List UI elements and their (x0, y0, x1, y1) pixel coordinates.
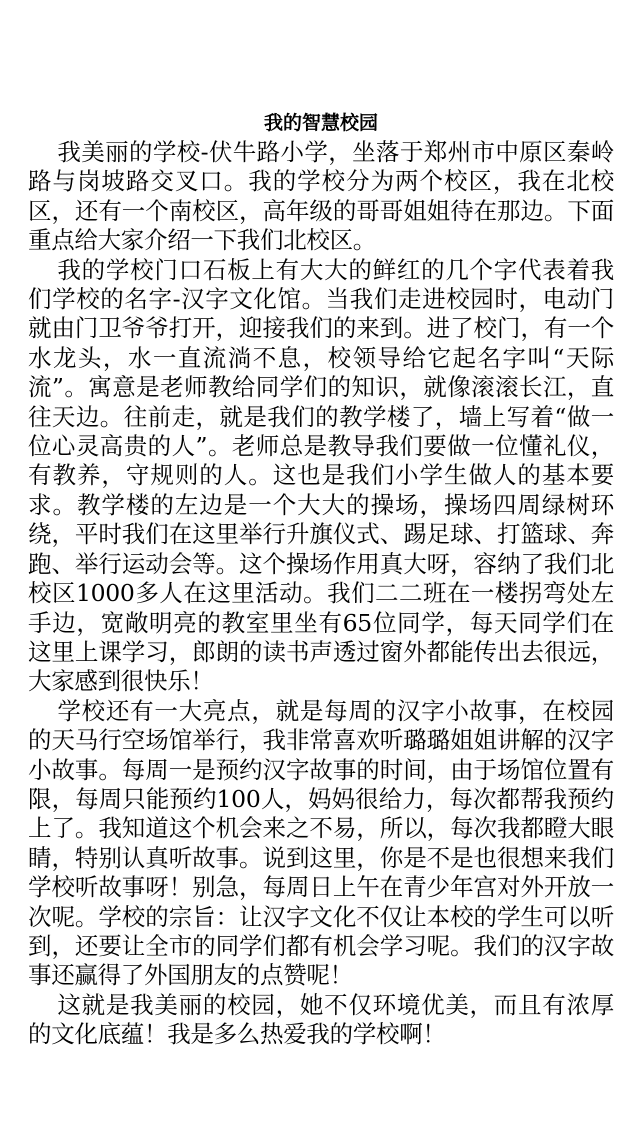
document-body (28, 110, 614, 1050)
paragraph-story-time: 学校还有一大亮点，就是每周的汉字小故事，在校园的天马行空场馆举行，我非常喜欢听璐璐姐姐讲解的汉字小故事。每周一是预约汉字故事的时间，由于场馆位置有限，每周只能预约100人，妈妈很给力，每次都帮我预约上了。我知道这个机会来之不易，所以，每次我都瞪大眼睛，特别认真听故事。说到这里，你是不是也很想来我们学校听故事呀！别急，每周日上午在青少年宫对外开放一次呢。学校的宗旨：让汉字文化不仅让本校的学生可以听到，还要让全市的同学们都有机会学习呢。我们的汉字故事还赢得了外国朋友的点赞呢！ (28, 696, 614, 990)
document-title: 我的智慧校园 (263, 112, 378, 134)
paragraph-intro: 我美丽的学校-伏牛路小学，坐落于郑州市中原区秦岭路与岗坡路交叉口。我的学校分为两个校区，我在北校区，还有一个南校区，高年级的哥哥姐姐待在那边。下面重点给大家介绍一下我们北校区。 (28, 138, 614, 255)
paragraph-conclusion: 这就是我美丽的校园，她不仅环境优美，而且有浓厚的文化底蕴！我是多么热爱我的学校啊！ (28, 990, 614, 1049)
paragraph-campus-tour: 我的学校门口石板上有大大的鲜红的几个字代表着我们学校的名字-汉字文化馆。当我们走进校园时，电动门就由门卫爷爷打开，迎接我们的来到。进了校门，有一个水龙头，水一直流淌不息，校领导给它起名字叫“天际流”。寓意是老师教给同学们的知识，就像滚滚长江，直往天边。往前走，就是我们的教学楼了，墙上写着“做一位心灵高贵的人”。老师总是教导我们要做一位懂礼仪，有教养，守规则的人。这也是我们小学生做人的基本要求。教学楼的左边是一个大大的操场，操场四周绿树环绕，平时我们在这里举行升旗仪式、踢足球、打篮球、奔跑、举行运动会等。这个操场作用真大呀，容纳了我们北校区1000多人在这里活动。我们二二班在一楼拐弯处左手边，宽敞明亮的教室里坐有65位同学，每天同学们在这里上课学习，郎朗的读书声透过窗外都能传出去很远，大家感到很快乐！ (28, 255, 614, 696)
